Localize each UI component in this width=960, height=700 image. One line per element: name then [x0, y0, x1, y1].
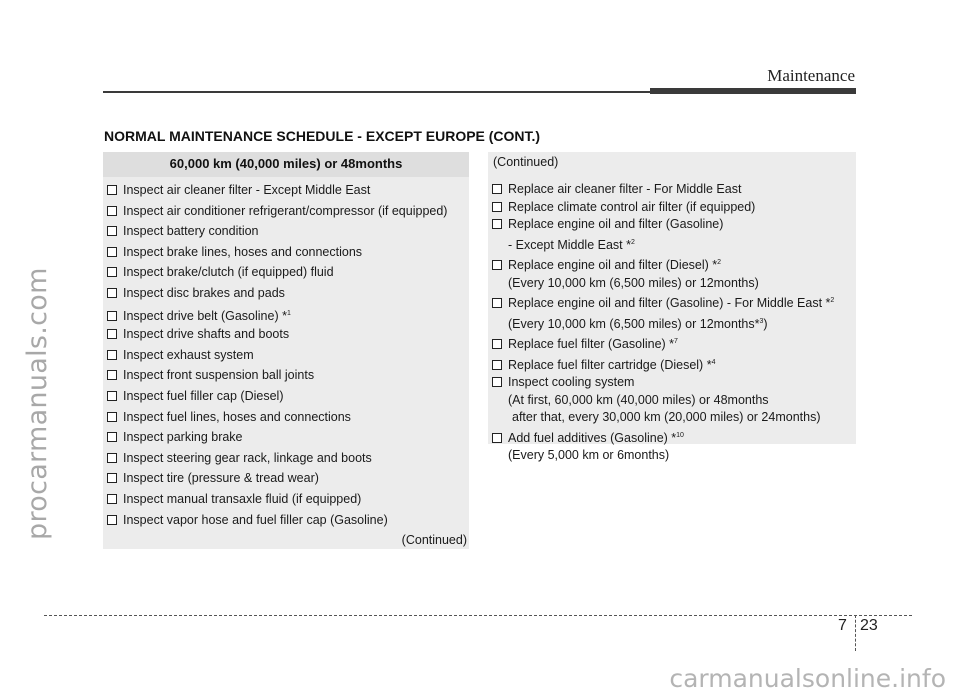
item-text: Inspect disc brakes and pads [123, 285, 285, 300]
list-item [103, 427, 469, 448]
footnote-marker: 1 [286, 309, 291, 317]
item-text: Inspect cooling system [508, 375, 635, 389]
item-detail [488, 234, 856, 255]
list-item [103, 180, 469, 201]
page-separator [855, 615, 856, 651]
item-text: Inspect fuel lines, hoses and connections [123, 409, 351, 424]
checkbox-icon [107, 226, 117, 236]
item-text: Inspect drive shafts and boots [123, 327, 290, 342]
footnote-marker: 7 [674, 338, 678, 345]
list-item [488, 333, 856, 354]
list-item [488, 374, 856, 427]
checkbox-icon [492, 377, 502, 387]
checkbox-icon [492, 202, 502, 212]
item-detail-text: (Every 10,000 km (6,500 miles) or 12months* [508, 316, 760, 331]
checkbox-icon [107, 206, 117, 216]
checkbox-icon [492, 339, 502, 349]
section-title: NORMAL MAINTENANCE SCHEDULE - EXCEPT EUROPE (CONT.) [104, 128, 541, 144]
list-item [103, 468, 469, 489]
item-text: Replace engine oil and filter (Diesel) * [508, 258, 718, 272]
item-text: Replace engine oil and filter (Gasoline) [508, 217, 724, 231]
checkbox-icon [107, 515, 117, 525]
list-item-main [488, 333, 856, 354]
item-text: Inspect tire (pressure & tread wear) [123, 471, 319, 486]
footnote-marker: 2 [717, 259, 722, 266]
list-item [103, 324, 469, 345]
checkbox-icon [107, 391, 117, 401]
list-item [103, 407, 469, 428]
item-detail-text: - Except Middle East * [508, 237, 631, 252]
header-rule-thick [650, 88, 856, 94]
checkbox-icon [107, 329, 117, 339]
list-item [488, 199, 856, 217]
list-item-main [488, 199, 856, 217]
list-item [103, 386, 469, 407]
list-item [103, 221, 469, 242]
checkbox-icon [492, 298, 502, 308]
item-text: Inspect brake lines, hoses and connections [123, 244, 363, 259]
page-header-title: Maintenance [767, 66, 855, 85]
item-text: Inspect drive belt (Gasoline) * [123, 308, 287, 323]
chapter-number: 7 [838, 617, 847, 634]
list-item [488, 216, 856, 254]
item-text: Inspect exhaust system [123, 347, 254, 362]
list-item [103, 262, 469, 283]
item-text: Replace fuel filter cartridge (Diesel) * [508, 357, 712, 372]
continued-note: (Continued) [493, 155, 559, 169]
list-item-main [488, 354, 856, 375]
item-detail-text: (Every 10,000 km (6,500 miles) or 12months) [508, 275, 759, 290]
footnote-marker: 10 [676, 431, 684, 439]
list-item-main [488, 292, 856, 313]
list-item [103, 489, 469, 510]
checkbox-icon [107, 311, 117, 321]
list-item-main [488, 427, 856, 448]
item-text: Add fuel additives (Gasoline) * [508, 430, 677, 445]
checkbox-icon [107, 288, 117, 298]
list-item-main [488, 374, 856, 392]
list-item [488, 254, 856, 292]
checkbox-icon [107, 432, 117, 442]
item-text: Inspect fuel filler cap (Diesel) [123, 388, 284, 403]
checkbox-icon [107, 247, 117, 257]
list-item-main [488, 216, 856, 234]
checkbox-icon [492, 219, 502, 229]
item-detail [488, 447, 856, 465]
item-text: Inspect brake/clutch (if equipped) fluid [123, 265, 334, 280]
checkbox-icon [492, 260, 502, 270]
list-item [488, 354, 856, 375]
item-text: Inspect steering gear rack, linkage and boots [123, 450, 372, 465]
checkbox-icon [107, 370, 117, 380]
list-item [103, 345, 469, 366]
item-text: Inspect air conditioner refrigerant/compressor (if equipped) [123, 203, 448, 218]
right-checklist [488, 181, 856, 465]
left-checklist [103, 180, 469, 530]
item-detail-text: after that, every 30,000 km (20,000 miles) or 24months) [512, 410, 821, 424]
item-text: Replace air cleaner filter - For Middle East [508, 182, 742, 196]
checkbox-icon [107, 494, 117, 504]
checkbox-icon [492, 184, 502, 194]
checkbox-icon [107, 267, 117, 277]
item-detail-text: ) [763, 316, 768, 331]
list-item-main [488, 181, 856, 199]
footnote-marker: 4 [711, 358, 716, 366]
page-number: 23 [860, 617, 878, 634]
list-item [103, 304, 469, 325]
list-item [103, 510, 469, 531]
side-watermark: procarmanuals.com [22, 267, 53, 540]
item-text: Inspect parking brake [123, 430, 243, 445]
item-text: Inspect air cleaner filter - Except Middle East [123, 183, 371, 197]
list-item [103, 365, 469, 386]
checkbox-icon [107, 453, 117, 463]
list-item [488, 181, 856, 199]
list-item [103, 283, 469, 304]
checkbox-icon [107, 185, 117, 195]
list-item [103, 201, 469, 222]
item-text: Replace fuel filter (Gasoline) * [508, 337, 675, 351]
item-text: Inspect vapor hose and fuel filler cap (Gasoline) [123, 512, 388, 527]
list-item [103, 242, 469, 263]
checkbox-icon [107, 350, 117, 360]
item-text: Replace climate control air filter (if equipped) [508, 199, 756, 214]
item-detail [488, 409, 856, 427]
item-text: Replace engine oil and filter (Gasoline) - For Middle East * [508, 296, 831, 310]
item-detail [488, 275, 856, 293]
checkbox-icon [107, 473, 117, 483]
footnote-marker: 2 [830, 297, 835, 304]
list-item [488, 292, 856, 333]
checkbox-icon [492, 433, 502, 443]
item-detail-text: (At first, 60,000 km (40,000 miles) or 48months [508, 392, 769, 407]
footnote-marker: 2 [630, 238, 635, 246]
list-item [103, 448, 469, 469]
item-text: Inspect front suspension ball joints [123, 368, 315, 383]
item-detail-text: (Every 5,000 km or 6months) [508, 448, 670, 462]
checkbox-icon [492, 360, 502, 370]
header-rule-thin [103, 91, 653, 93]
continued-note: (Continued) [401, 533, 467, 547]
right-schedule-panel [488, 152, 856, 462]
item-detail [488, 392, 856, 410]
left-schedule-panel [103, 152, 469, 549]
item-detail [488, 313, 856, 334]
footnote-marker: 3 [759, 317, 764, 325]
list-item [488, 427, 856, 465]
footer-rule [44, 615, 912, 616]
item-text: Inspect battery condition [123, 224, 259, 239]
bottom-watermark: carmanualsonline.info [669, 664, 946, 693]
checkbox-icon [107, 412, 117, 422]
item-text: Inspect manual transaxle fluid (if equipped) [123, 491, 362, 506]
list-item-main [488, 254, 856, 275]
schedule-interval-heading: 60,000 km (40,000 miles) or 48months [103, 152, 469, 177]
